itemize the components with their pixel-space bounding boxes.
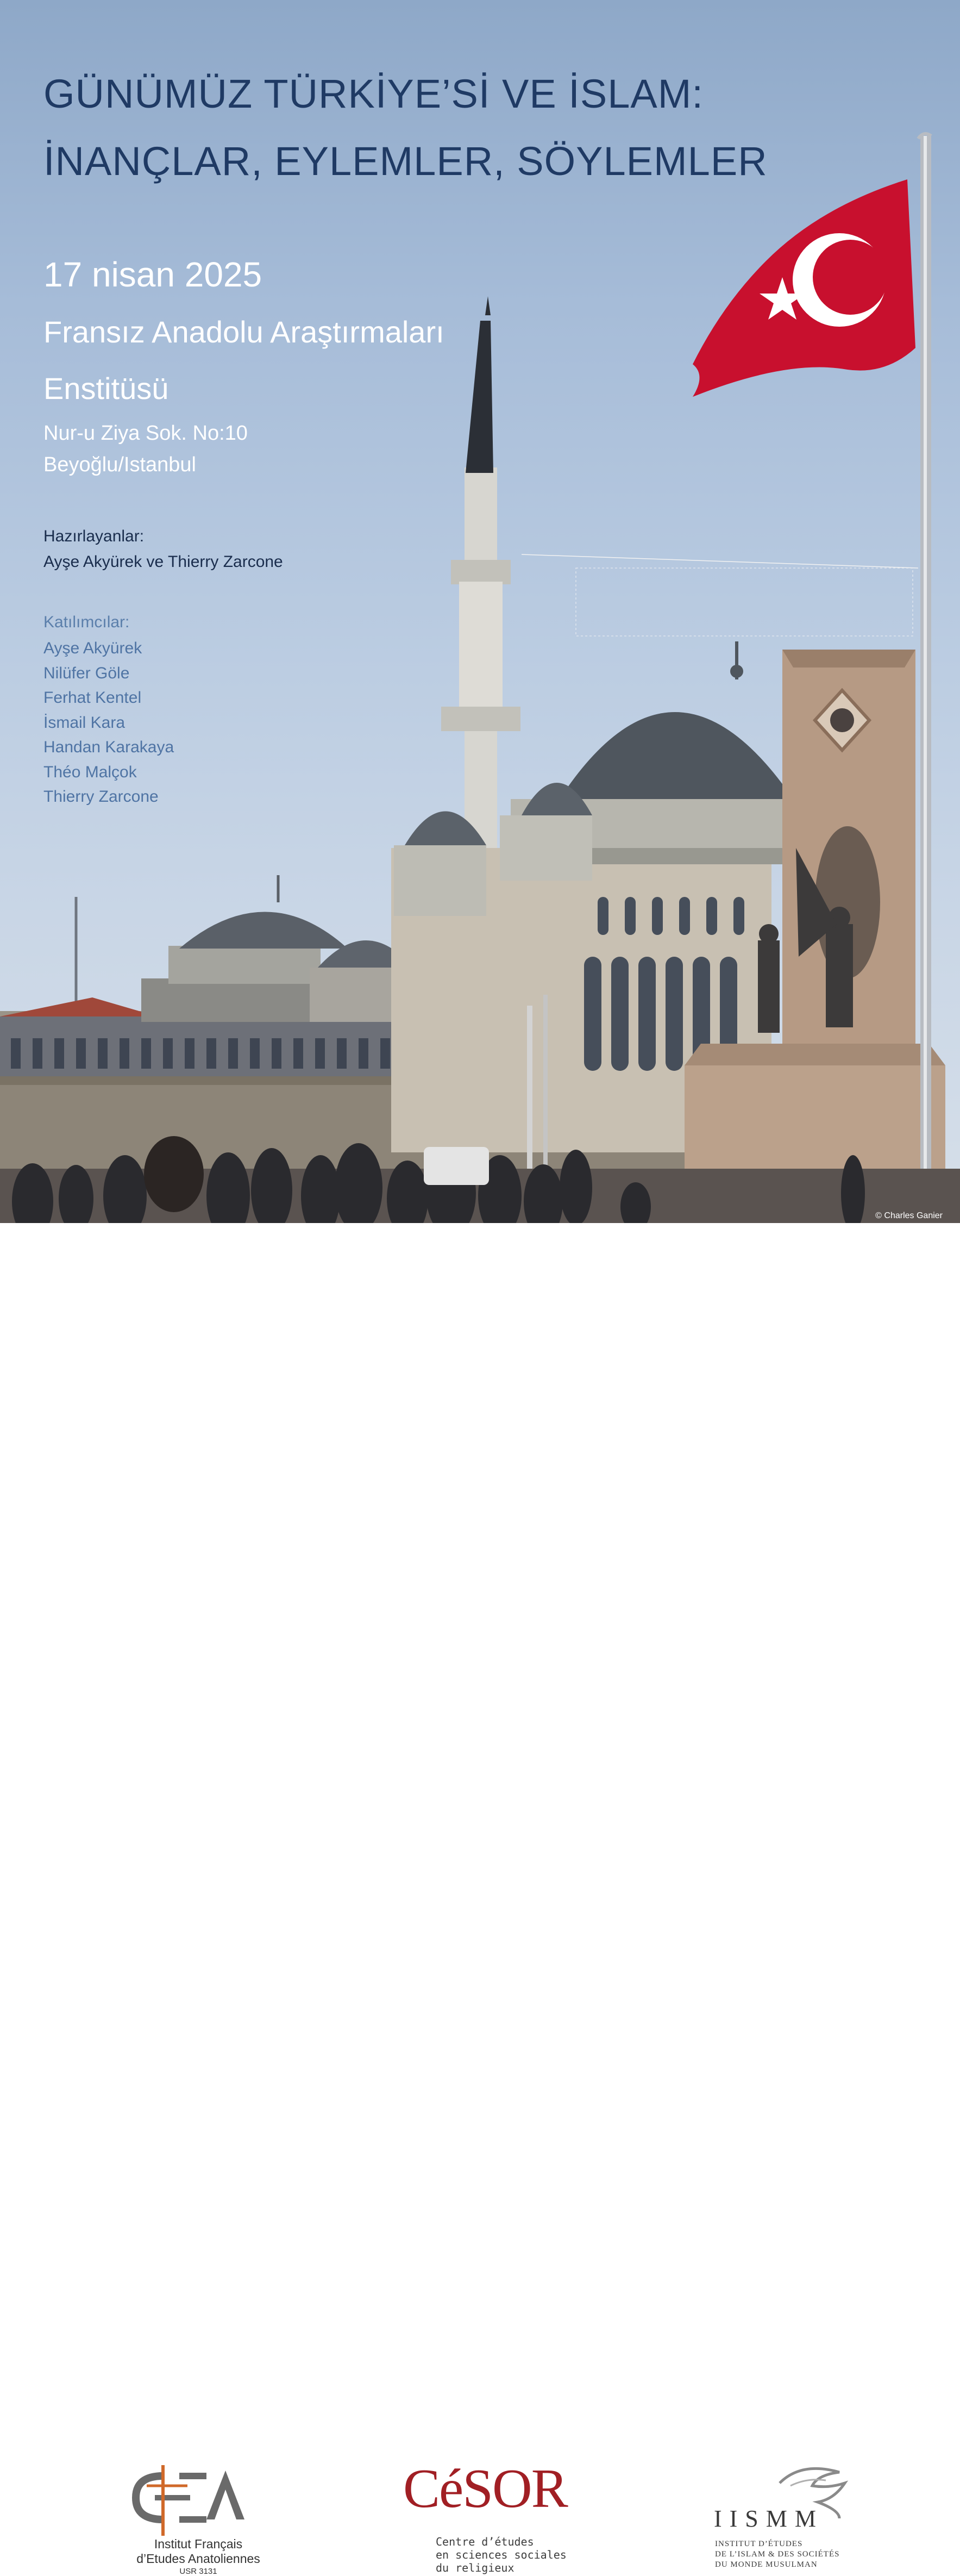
cesor-subtitle — [436, 2535, 567, 2574]
turkish-flag — [693, 179, 915, 397]
iismm-line-2: DE L’ISLAM & DES SOCIÉTÉS — [715, 2550, 840, 2559]
iismm-line-1: INSTITUT D’ÉTUDES — [715, 2540, 803, 2548]
title-line-1: GÜNÜMÜZ TÜRKİYE’Sİ VE İSLAM: — [43, 71, 704, 116]
photo-credit: © Charles Ganier — [875, 1211, 943, 1220]
iismm-wordmark: IISMM — [714, 2505, 824, 2532]
participants-list — [43, 636, 174, 809]
organizers-label: Hazırlayanlar: — [43, 527, 145, 545]
address-line-1: Nur-u Ziya Sok. No:10 — [43, 422, 248, 445]
participant: Ferhat Kentel — [43, 689, 142, 707]
organizers-names: Ayşe Akyürek ve Thierry Zarcone — [43, 553, 283, 571]
logo-footer — [0, 1223, 960, 2576]
event-date: 17 nisan 2025 — [43, 255, 262, 294]
cesor-line-3: du religieux — [436, 2561, 514, 2574]
ifea-name-line-2: d’Etudes Anatoliennes — [136, 2552, 260, 2566]
participants-label: Katılımcılar: — [43, 613, 130, 631]
cesor-line-1: Centre d’études — [436, 2535, 534, 2548]
iismm-subtitle — [715, 2539, 839, 2570]
institute-line-1: Fransız Anadolu Araştırmaları — [43, 315, 444, 349]
ifea-logo-icon — [125, 2454, 255, 2536]
institute-line-2: Enstitüsü — [43, 371, 169, 406]
address-line-2: Beyoğlu/Istanbul — [43, 453, 196, 476]
cesor-line-2: en sciences sociales — [436, 2548, 567, 2561]
participant: Handan Karakaya — [43, 738, 174, 756]
ifea-name-line-1: Institut Français — [154, 2537, 243, 2551]
title-line-2: İNANÇLAR, EYLEMLER, SÖYLEMLER — [43, 139, 768, 184]
poster-photo — [0, 0, 960, 1223]
participant: Thierry Zarcone — [43, 788, 159, 806]
ifea-name — [114, 2537, 283, 2566]
participant: İsmail Kara — [43, 713, 126, 732]
participant: Nilüfer Göle — [43, 664, 130, 682]
ifea-code: USR 3131 — [179, 2567, 217, 2576]
participant: Théo Malçok — [43, 763, 137, 781]
iismm-line-3: DU MONDE MUSULMAN — [715, 2560, 818, 2569]
cesor-wordmark: CéSOR — [403, 2458, 567, 2519]
participant: Ayşe Akyürek — [43, 639, 142, 657]
